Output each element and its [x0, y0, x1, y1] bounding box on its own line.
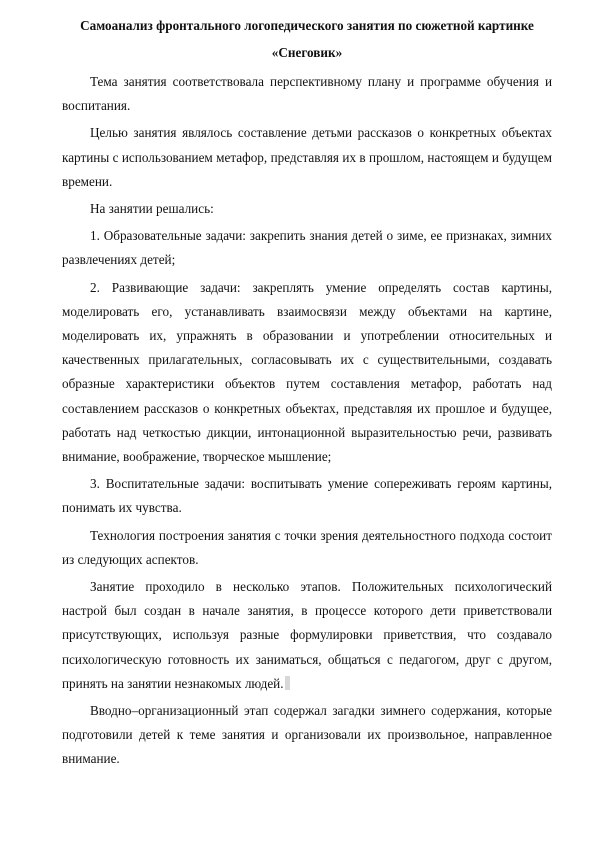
title-line-1: Самоанализ фронтального логопедического занятия по сюжетной картинке [80, 18, 534, 33]
paragraph-stages-text: Занятие проходило в несколько этапов. Положительных психологический настрой был создан в начале занятия, в процессе которого дети приветствовали присутствующих, используя разные формулировки приветствия, что создавало психологическую готовность их заниматься, общаться с педагогом, друг с другом, принять на занятии незнакомых людей. [62, 579, 552, 691]
document-body [62, 14, 552, 772]
paragraph-upbringing-tasks: 3. Воспитательные задачи: воспитывать умение сопереживать героям картины, понимать их чувства. [62, 476, 552, 516]
paragraph-introductory-stage: Вводно–организационный этап содержал загадки зимнего содержания, которые подготовили детей к теме занятия и организовали их произвольное, направленное внимание. [62, 703, 552, 767]
paragraph-tasks-intro: На занятии решались: [90, 201, 214, 217]
paragraph-developmental-tasks: 2. Развивающие задачи: закреплять умение определять состав картины, моделировать его, устанавливать взаимосвязи между объектами на картине, моделировать их, упражнять в образовании и употреблении относительных и качественных прилагательных, согласовывать их с существительными, создавать образные характеристики объектов путем составления метафор, работать над составлением рассказов о конкретных объектах, представляя их прошлое и будущее, работать над четкостью дикции, интонационной выразительностью речи, развивать внимание, воображение, творческое мышление; [62, 279, 552, 465]
paragraph-stages [62, 575, 552, 696]
paragraph-educational-tasks: 1. Образовательные задачи: закрепить знания детей о зиме, ее признаках, зимних развлечениях детей; [62, 228, 552, 268]
paragraph-technology: Технология построения занятия с точки зрения деятельностного подхода состоит из следующих аспектов. [62, 527, 552, 567]
paragraph-goal: Целью занятия являлось составление детьми рассказов о конкретных объектах картины с использованием метафор, представляя их в прошлом, настоящем и будущем времени. [62, 125, 552, 189]
paragraph-topic: Тема занятия соответствовала перспективному плану и программе обучения и воспитания. [62, 74, 552, 114]
title-line-2: «Снеговик» [271, 44, 343, 60]
text-cursor-mark [285, 676, 290, 690]
document-title [62, 14, 552, 65]
